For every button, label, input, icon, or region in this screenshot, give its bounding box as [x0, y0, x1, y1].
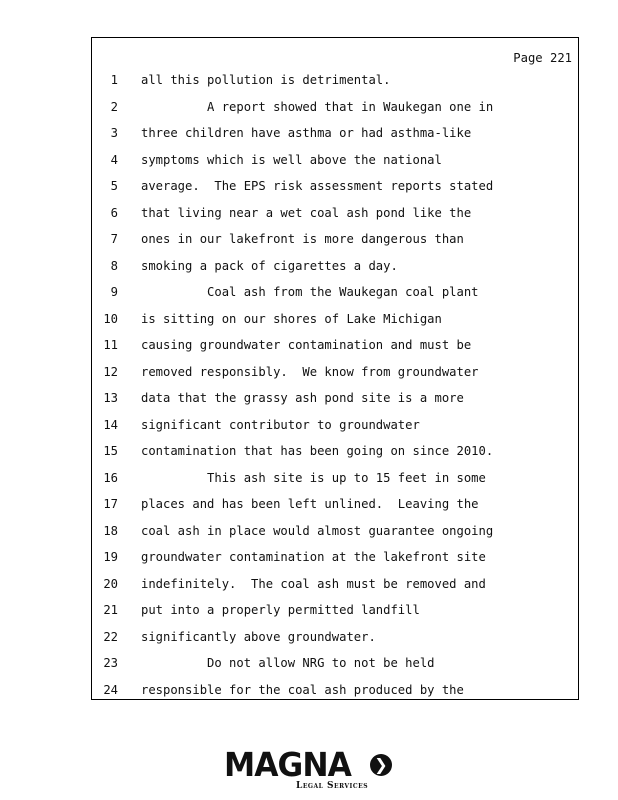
transcript-line [92, 496, 578, 523]
line-text: A report showed that in Waukegan one in [141, 99, 494, 114]
transcript-line [92, 655, 578, 682]
line-text: Coal ash from the Waukegan coal plant [141, 285, 479, 299]
line-number: 22 [103, 629, 118, 644]
transcript-line [92, 682, 578, 709]
transcript-line [92, 417, 578, 444]
line-text: This ash site is up to 15 feet in some [141, 470, 486, 485]
line-text: significant contributor to groundwater [141, 417, 420, 432]
transcript-line [92, 125, 578, 152]
line-text: indefinitely. The coal ash must be removed and [141, 576, 486, 591]
line-text: responsible for the coal ash produced by the [141, 682, 464, 697]
line-text: contamination that has been going on since 2010. [141, 444, 494, 458]
line-text: three children have asthma or had asthma-like [141, 126, 472, 140]
line-number: 7 [110, 232, 118, 246]
transcript-line [92, 523, 578, 550]
transcript-line [92, 205, 578, 232]
line-text: coal ash in place would almost guarantee ongoing [141, 523, 494, 538]
line-text: groundwater contamination at the lakefront site [141, 550, 486, 564]
transcript-line [92, 337, 578, 364]
line-number: 11 [103, 338, 118, 352]
logo-subtitle: Legal Services [296, 781, 369, 791]
line-text: put into a properly permitted landfill [141, 603, 420, 617]
line-number: 15 [103, 444, 118, 458]
transcript-line [92, 284, 578, 311]
transcript-line [92, 231, 578, 258]
line-text: significantly above groundwater. [141, 629, 376, 644]
line-number: 14 [103, 417, 118, 432]
line-number: 23 [103, 656, 118, 670]
line-text: removed responsibly. We know from groundwater [141, 364, 479, 379]
line-number: 6 [110, 205, 118, 220]
transcript-line [92, 99, 578, 126]
line-text: causing groundwater contamination and must be [141, 338, 472, 352]
transcript-line [92, 390, 578, 417]
line-text: average. The EPS risk assessment reports stated [141, 179, 494, 193]
line-number: 20 [103, 576, 118, 591]
transcript-lines [92, 72, 578, 708]
line-text: all this pollution is detrimental. [141, 73, 391, 87]
transcript-page [91, 37, 579, 700]
transcript-line [92, 470, 578, 497]
transcript-line [92, 549, 578, 576]
line-text: smoking a pack of cigarettes a day. [141, 258, 398, 273]
footer-logo [220, 745, 400, 795]
transcript-line [92, 602, 578, 629]
transcript-line [92, 152, 578, 179]
line-text: Do not allow NRG to not be held [141, 656, 435, 670]
line-number: 4 [110, 152, 118, 167]
transcript-line [92, 629, 578, 656]
line-number: 1 [110, 73, 118, 87]
line-number: 3 [110, 126, 118, 140]
arrow-circle-icon: ❯ [370, 754, 392, 776]
line-number: 2 [110, 99, 118, 114]
line-number: 5 [110, 179, 118, 193]
line-number: 17 [103, 497, 118, 511]
line-text: places and has been left unlined. Leaving the [141, 497, 479, 511]
line-number: 13 [103, 391, 118, 405]
line-number: 19 [103, 550, 118, 564]
line-number: 24 [103, 682, 118, 697]
line-number: 16 [103, 470, 118, 485]
line-number: 18 [103, 523, 118, 538]
line-number: 21 [103, 603, 118, 617]
transcript-line [92, 364, 578, 391]
transcript-line [92, 576, 578, 603]
line-number: 9 [110, 285, 118, 299]
transcript-line [92, 178, 578, 205]
line-text: data that the grassy ash pond site is a more [141, 391, 464, 405]
line-text: that living near a wet coal ash pond like the [141, 205, 472, 220]
transcript-line [92, 72, 578, 99]
line-text: ones in our lakefront is more dangerous than [141, 232, 464, 246]
transcript-line [92, 258, 578, 285]
line-number: 8 [110, 258, 118, 273]
page-number-label: Page 221 [513, 51, 572, 65]
line-text: symptoms which is well above the national [141, 152, 442, 167]
transcript-line [92, 311, 578, 338]
line-number: 12 [103, 364, 118, 379]
logo-wordmark: MAGNA [224, 745, 351, 784]
line-text: is sitting on our shores of Lake Michigan [141, 311, 442, 326]
transcript-line [92, 443, 578, 470]
line-number: 10 [103, 311, 118, 326]
